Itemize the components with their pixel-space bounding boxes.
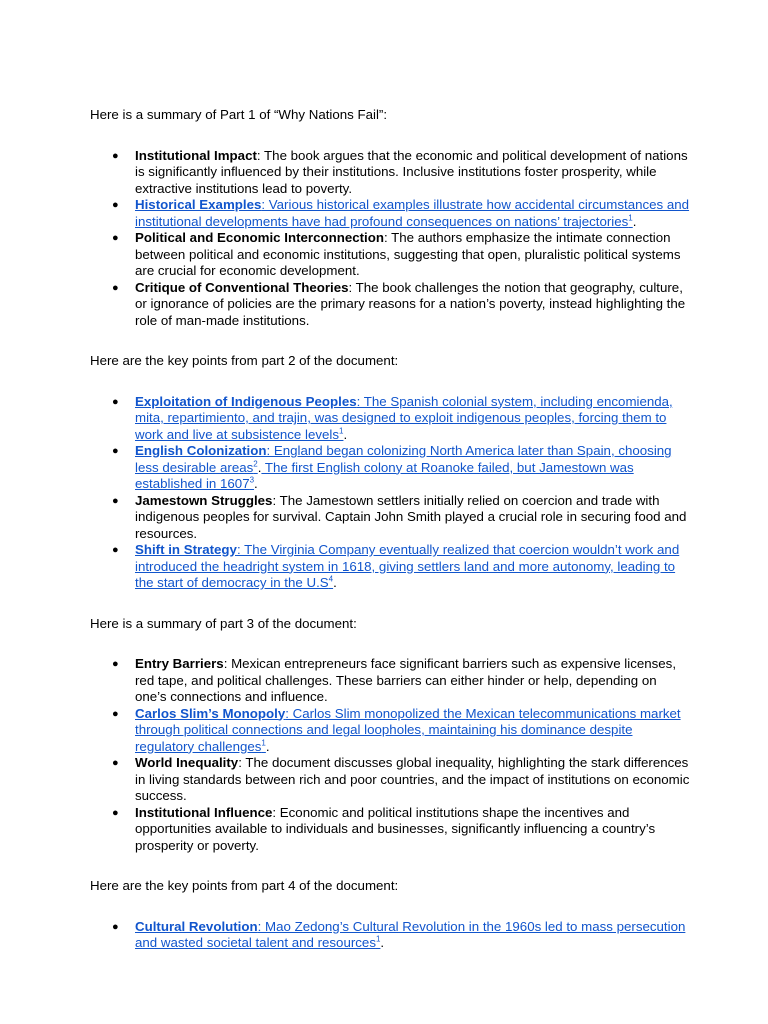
bullet-icon: ● xyxy=(112,920,119,933)
citation-link[interactable]: Shift in Strategy: The Virginia Company eventually realized that coercion wouldn’t work and introduced the headright system in 1618, giving settlers land and more autonomy, leading to the start of democracy in the $U.S^4$ xyxy=(135,542,680,590)
list-item: ● Exploitation of Indigenous Peoples: The Spanish colonial system, including encomienda, mita, repartimiento, and trajin, was designed to exploit indigenous peoples, forcing them to work and live at subsistence levels$^1$. xyxy=(112,393,673,442)
list-item: ● Political and Economic Interconnection: The authors emphasize the intimate connection between political and economic institutions, suggesting that open, pluralistic political systems are crucial for economic development. xyxy=(112,230,681,278)
bullet-icon: ● xyxy=(112,199,119,211)
bullet-icon: ● xyxy=(112,281,119,294)
list-item: ● World Inequality: The document discusses global inequality, highlighting the stark differences in living standards between rich and poor countries, and the impact of institutions on economic success. xyxy=(112,755,690,803)
section-intro: Here are the key points from part 4 of the document: xyxy=(90,878,399,893)
list-item: ● Institutional Influence: Economic and political institutions shape the incentives and opportunities available to individuals and businesses, significantly influencing a country’s prosperity or poverty. xyxy=(112,804,656,853)
list-item: ● Critique of Conventional Theories: The book challenges the notion that geography, culture, or ignorance of policies are the primary reasons for a nation’s poverty, instead highlighting the role of man-made institutions. xyxy=(112,279,686,328)
bullet-icon: ● xyxy=(112,544,119,556)
bullet-icon: ● xyxy=(112,494,119,507)
citation-link[interactable]: Exploitation of Indigenous Peoples: The Spanish colonial system, including encomienda, mita, repartimiento, and trajin, was designed to exploit indigenous peoples, forcing them to work and live at subsistence levels$^1$ xyxy=(135,393,673,442)
citation-link[interactable]: The first English colony at Roanoke failed, but Jamestown was established in 1607$^3$ xyxy=(135,459,634,491)
list-item: ● Historical Examples: Various historical examples illustrate how accidental circumstances and institutional developments have had profound consequences on nations’ trajectories$^1$. xyxy=(112,197,690,229)
citation-link[interactable]: English Colonization: England began colonizing North America later than Spain, choosing less desirable areas$^2$ xyxy=(135,443,672,475)
citation-link[interactable]: Cultural Revolution: Mao Zedong’s Cultural Revolution in the 1960s led to mass persecution and wasted societal talent and resources$^1$ xyxy=(135,918,686,950)
section-intro: Here is a summary of part 3 of the document: xyxy=(90,615,357,631)
bullet-list xyxy=(90,656,690,854)
bullet-icon: ● xyxy=(112,658,119,670)
list-item: ● English Colonization: England began colonizing North America later than Spain, choosing less desirable areas$^2$. The first English colony at Roanoke failed, but Jamestown was established in 1607$^3$. xyxy=(112,443,672,491)
bullet-list xyxy=(90,394,690,592)
bullet-icon: ● xyxy=(112,149,119,162)
citation-link[interactable]: Historical Examples: Various historical examples illustrate how accidental circumstances and institutional developments have had profound consequences on nations’ trajectories$^1$ xyxy=(135,197,690,229)
section-intro: Here are the key points from part 2 of the document: xyxy=(90,353,399,368)
list-item: ● Jamestown Struggles: The Jamestown settlers initially relied on coercion and trade with indigenous peoples for survival. Captain John Smith played a crucial role in securing food and resources. xyxy=(112,492,687,541)
citation-link[interactable]: Carlos Slim’s Monopoly: Carlos Slim monopolized the Mexican telecommunications market through political connections and legal loopholes, maintaining his dominance despite regulatory challenges$^1$ xyxy=(135,705,681,754)
bullet-icon: ● xyxy=(112,232,119,244)
bullet-icon: ● xyxy=(112,707,119,720)
bullet-icon: ● xyxy=(112,806,119,819)
list-item: ● Cultural Revolution: Mao Zedong’s Cultural Revolution in the 1960s led to mass persecution and wasted societal talent and resources$^1$. xyxy=(112,918,686,950)
list-item: ● Carlos Slim’s Monopoly: Carlos Slim monopolized the Mexican telecommunications market through political connections and legal loopholes, maintaining his dominance despite regulatory challenges$^1$. xyxy=(112,705,681,754)
list-item: ● Shift in Strategy: The Virginia Company eventually realized that coercion wouldn’t work and introduced the headright system in 1618, giving settlers land and more autonomy, leading to the start of democracy in the $U.S^4$. xyxy=(112,542,680,590)
section-intro: Here is a summary of Part 1 of “Why Nations Fail”: xyxy=(90,107,388,122)
list-item: ● Entry Barriers: Mexican entrepreneurs face significant barriers such as expensive licenses, red tape, and political challenges. These barriers can either hinder or help, depending on one’s connections and influence. xyxy=(112,656,677,704)
bullet-list xyxy=(90,919,690,952)
bullet-icon: ● xyxy=(112,445,119,457)
bullet-icon: ● xyxy=(112,395,119,408)
list-item: ● Institutional Impact: The book argues that the economic and political development of nations is significantly influenced by their institutions. Inclusive institutions foster prosperity, while extractive institutions lead to poverty. xyxy=(112,147,688,196)
document-body xyxy=(90,107,690,952)
bullet-list xyxy=(90,148,690,330)
bullet-icon: ● xyxy=(112,757,119,769)
